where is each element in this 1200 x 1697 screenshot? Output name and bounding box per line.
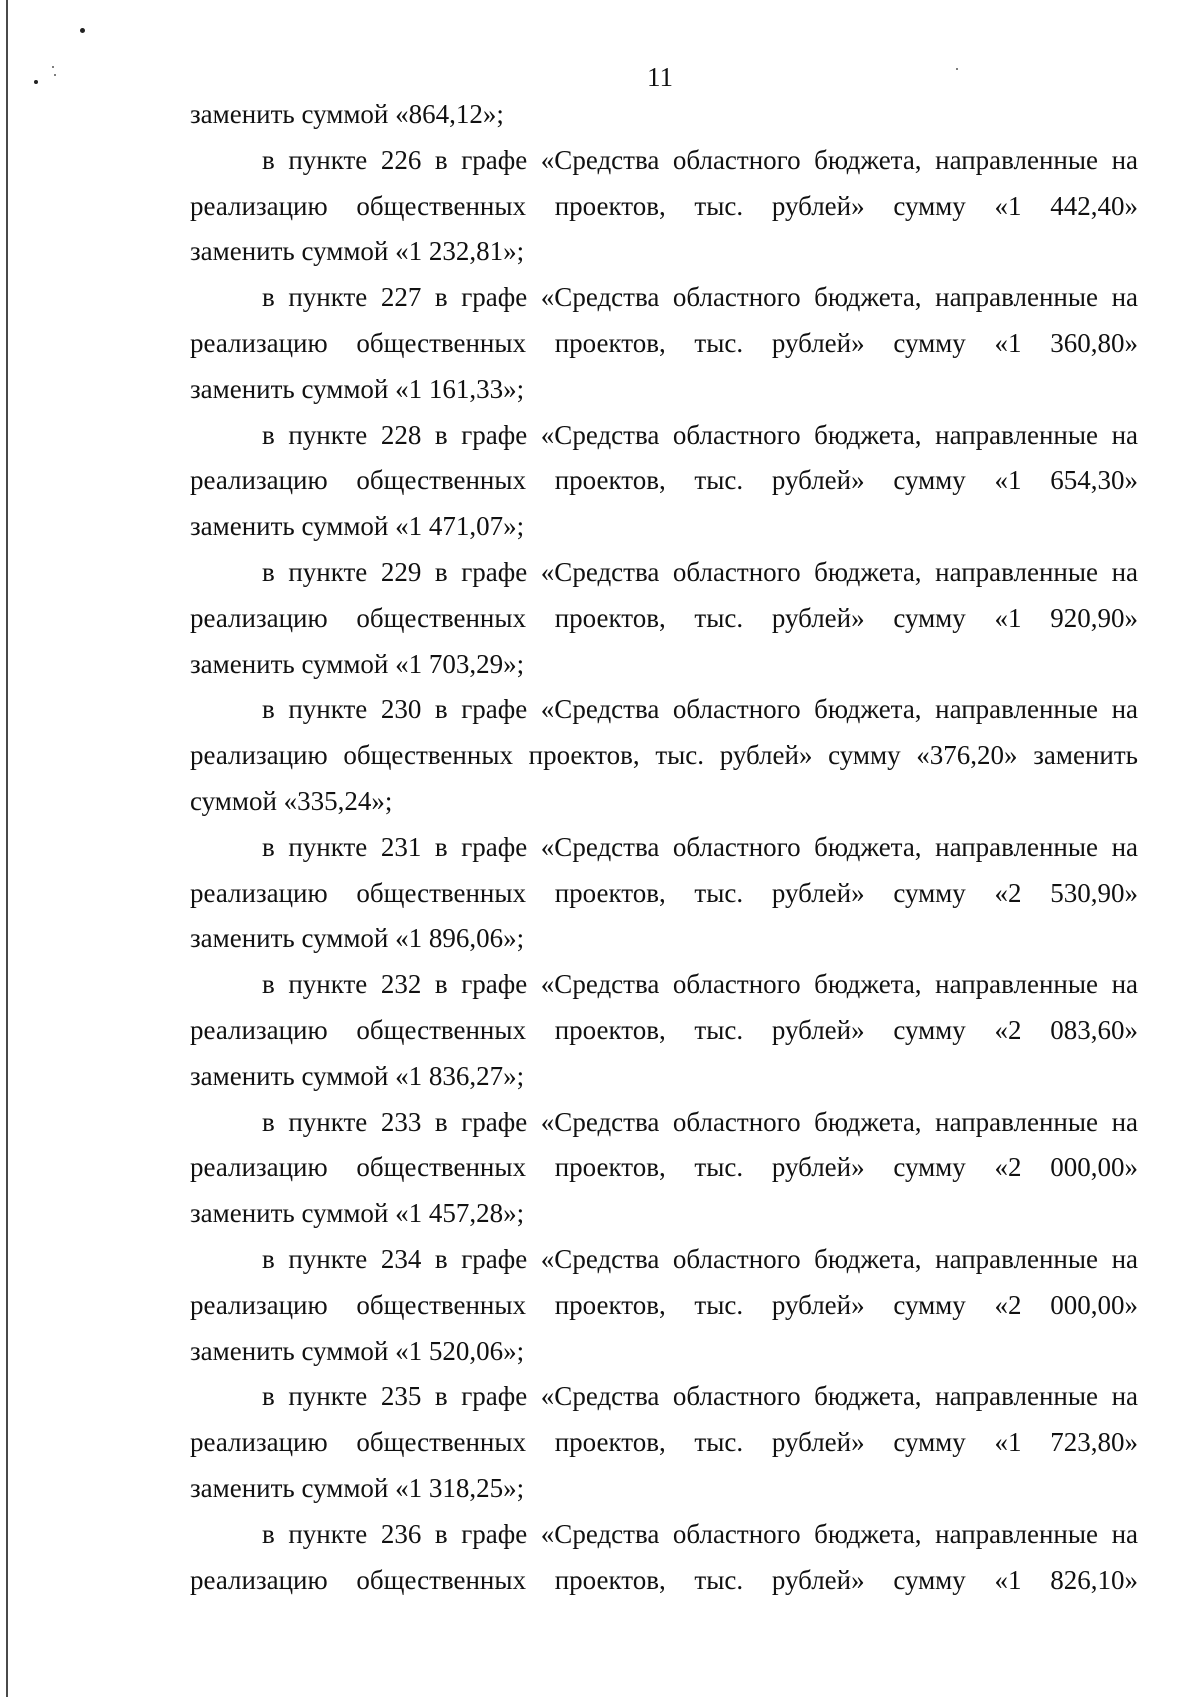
text-line: в пункте 228 в графе «Средства областного бюджета, направленные на — [262, 419, 1138, 450]
scan-left-edge — [6, 0, 8, 1697]
text-line: заменить суммой «1 471,07»; — [190, 511, 525, 542]
text-line: в пункте 236 в графе «Средства областного бюджета, направленные на — [262, 1518, 1138, 1549]
text-line: в пункте 234 в графе «Средства областного бюджета, направленные на — [262, 1243, 1138, 1274]
text-line: реализацию общественных проектов, тыс. рублей» сумму «1 920,90» — [190, 602, 1138, 633]
text-line: реализацию общественных проектов, тыс. рублей» сумму «1 442,40» — [190, 190, 1138, 221]
scan-speck — [80, 28, 85, 33]
text-line: заменить суммой «864,12»; — [190, 99, 504, 129]
text-line: в пункте 233 в графе «Средства областного бюджета, направленные на — [262, 1106, 1138, 1137]
text-line: заменить суммой «1 232,81»; — [190, 236, 525, 267]
text-line: реализацию общественных проектов, тыс. рублей» сумму «376,20» заменить — [190, 740, 1138, 771]
text-line: в пункте 226 в графе «Средства областного бюджета, направленные на — [262, 144, 1138, 175]
page-number: 11 — [647, 62, 673, 92]
text-line: заменить суммой «1 457,28»; — [190, 1198, 525, 1229]
text-line: заменить суммой «1 161,33»; — [190, 373, 525, 404]
text-line: реализацию общественных проектов, тыс. рублей» сумму «2 000,00» — [190, 1152, 1138, 1183]
text-line: в пункте 227 в графе «Средства областного бюджета, направленные на — [262, 282, 1138, 313]
text-line: заменить суммой «1 896,06»; — [190, 923, 525, 954]
text-line: заменить суммой «1 836,27»; — [190, 1060, 525, 1091]
text-line: в пункте 231 в графе «Средства областного бюджета, направленные на — [262, 831, 1138, 862]
text-line: в пункте 230 в графе «Средства областного бюджета, направленные на — [262, 694, 1138, 725]
text-line: реализацию общественных проектов, тыс. рублей» сумму «1 723,80» — [190, 1427, 1138, 1458]
text-line: реализацию общественных проектов, тыс. рублей» сумму «1 360,80» — [190, 327, 1138, 358]
text-line: заменить суммой «1 520,06»; — [190, 1335, 525, 1366]
text-line: суммой «335,24»; — [190, 785, 393, 816]
text-line: реализацию общественных проектов, тыс. рублей» сумму «2 083,60» — [190, 1014, 1138, 1045]
text-line: реализацию общественных проектов, тыс. рублей» сумму «1 654,30» — [190, 465, 1138, 496]
text-line: заменить суммой «1 703,29»; — [190, 648, 525, 679]
text-line: заменить суммой «1 318,25»; — [190, 1472, 525, 1503]
text-line: в пункте 229 в графе «Средства областного бюджета, направленные на — [262, 556, 1138, 587]
text-line: реализацию общественных проектов, тыс. рублей» сумму «2 000,00» — [190, 1289, 1138, 1320]
text-line: в пункте 232 в графе «Средства областного бюджета, направленные на — [262, 969, 1138, 1000]
text-line: реализацию общественных проектов, тыс. рублей» сумму «1 826,10» — [190, 1564, 1138, 1595]
text-line: реализацию общественных проектов, тыс. рублей» сумму «2 530,90» — [190, 877, 1138, 908]
text-line: в пункте 235 в графе «Средства областного бюджета, направленные на — [262, 1381, 1138, 1412]
document-body — [190, 92, 1138, 1603]
